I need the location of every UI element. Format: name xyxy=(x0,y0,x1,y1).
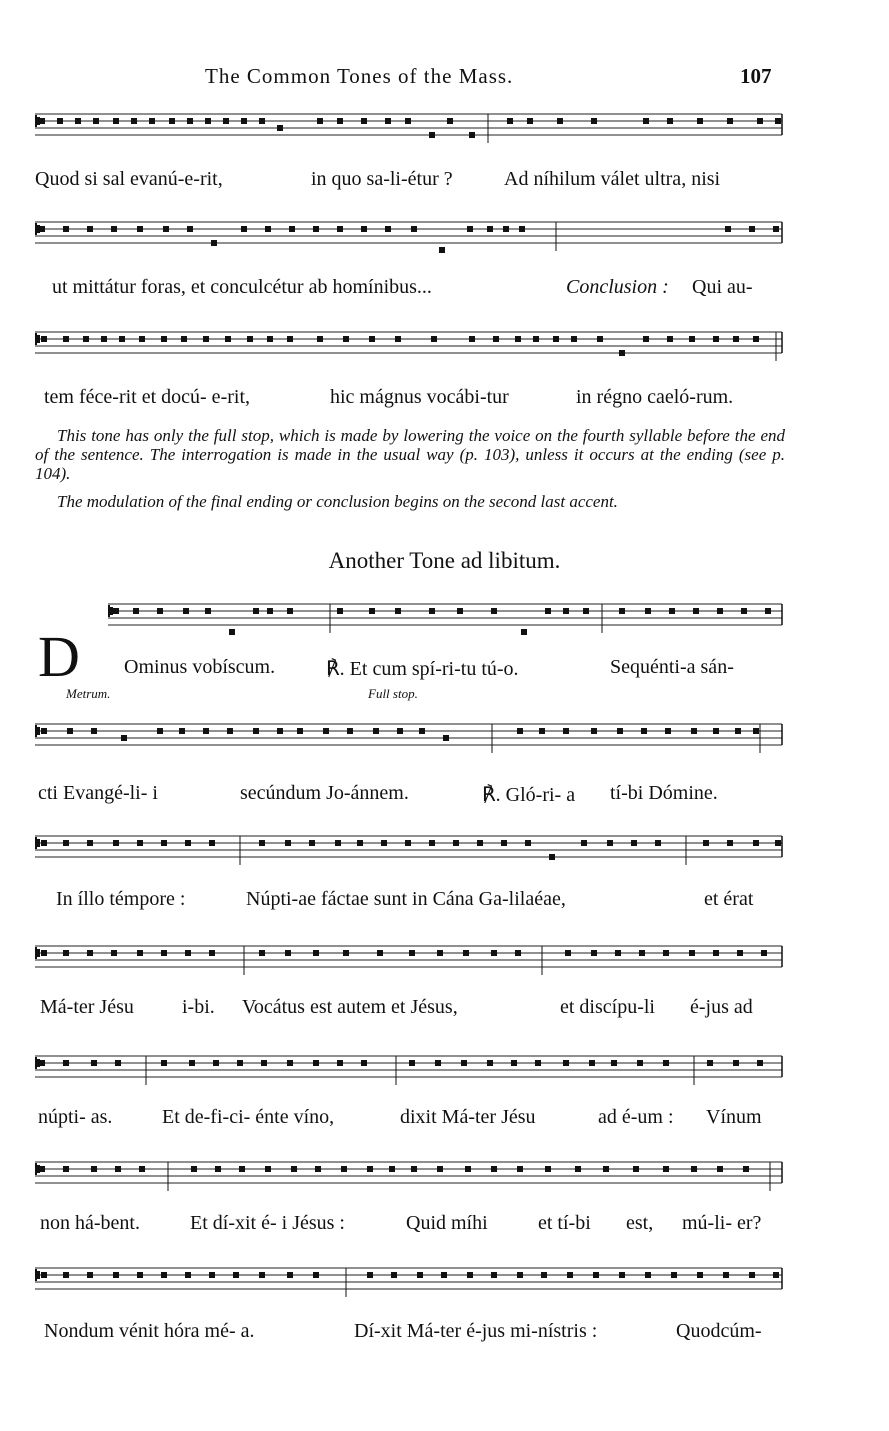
lyric-segment: Quodcúm- xyxy=(676,1320,762,1342)
lyric-segment: Vocátus est autem et Jésus, xyxy=(242,996,458,1018)
metrum-label: Metrum. xyxy=(66,686,111,701)
running-header xyxy=(0,64,889,92)
lyric-segment: ut mittátur foras, et conculcétur ab homínibus... xyxy=(52,276,432,298)
lyric-segment: Vínum xyxy=(706,1106,762,1128)
lyric-segment: Nondum vénit hóra mé- a. xyxy=(44,1320,255,1342)
staff-3 xyxy=(0,328,788,359)
lyric-segment: Qui au- xyxy=(692,276,753,298)
full-stop-label: Full stop. xyxy=(368,686,418,701)
lyric-segment: ℟. Gló-ri- a xyxy=(482,784,576,806)
note-paragraph-1: This tone has only the full stop, which is made by lowering the voice on the fourth syllable before the end of the sentence. The interrogation is made in the usual way (p. 103), unless it occurs at the ending (see p. 104). xyxy=(35,426,785,483)
staff-5 xyxy=(0,720,788,751)
lyric-segment: mú-li- er? xyxy=(682,1212,762,1234)
lyric-segment: Núpti-ae fáctae sunt in Cána Ga-lilaéae, xyxy=(246,888,566,910)
note-paragraph-2: The modulation of the final ending or conclusion begins on the second last accent. xyxy=(57,492,618,511)
lyric-segment: Ad níhilum válet ultra, nisi xyxy=(504,168,721,190)
staff-2 xyxy=(0,218,788,249)
staff-10 xyxy=(0,1264,788,1295)
lyric-segment: é-jus ad xyxy=(690,996,753,1018)
lyric-segment: in régno caeló-rum. xyxy=(576,386,734,408)
drop-cap: D xyxy=(38,624,80,689)
lyric-segment: est, xyxy=(626,1212,654,1234)
lyric-segment: in quo sa-li-étur ? xyxy=(311,168,453,190)
lyric-segment: et érat xyxy=(704,888,754,910)
lyric-segment: secúndum Jo-ánnem. xyxy=(240,782,409,804)
lyric-segment: non há-bent. xyxy=(40,1212,140,1234)
staff-9 xyxy=(0,1158,788,1189)
section-title: Another Tone ad libitum. xyxy=(328,548,561,573)
lyric-segment: tí-bi Dómine. xyxy=(610,782,718,804)
lyric-segment: dixit Má-ter Jésu xyxy=(400,1106,536,1128)
conclusion-label: Conclusion : xyxy=(566,276,669,298)
running-title: The Common Tones of the Mass. xyxy=(205,64,514,88)
lyric-segment: núpti- as. xyxy=(38,1106,113,1128)
lyric-segment: Et dí-xit é- i Jésus : xyxy=(190,1212,345,1234)
lyric-segment: Sequénti-a sán- xyxy=(610,656,734,678)
lyric-segment: et tí-bi xyxy=(538,1212,591,1234)
staff-1 xyxy=(0,110,788,141)
lyric-segment: i-bi. xyxy=(182,996,215,1018)
staff-8 xyxy=(0,1052,788,1083)
page-number: 107 xyxy=(740,64,772,88)
lyric-segment: In íllo témpore : xyxy=(56,888,186,910)
staff-6 xyxy=(0,832,788,863)
lyric-segment: Ominus vobíscum. xyxy=(124,656,276,678)
lyric-segment: et discípu-li xyxy=(560,996,655,1018)
lyric-segment: cti Evangé-li- i xyxy=(38,782,158,804)
lyric-segment: Quid míhi xyxy=(406,1212,488,1234)
staff-4 xyxy=(0,600,788,631)
lyric-segment: Dí-xit Má-ter é-jus mi-nístris : xyxy=(354,1320,598,1342)
lyric-segment: ℟. Et cum spí-ri-tu tú-o. xyxy=(326,658,519,680)
lyric-segment: tem féce-rit et docú- e-rit, xyxy=(44,386,250,408)
lyric-segment: Quod si sal evanú-e-rit, xyxy=(35,168,223,190)
lyric-segment: hic mágnus vocábi-tur xyxy=(330,386,509,408)
staff-7 xyxy=(0,942,788,973)
lyric-segment: ad é-um : xyxy=(598,1106,674,1128)
lyric-segment: Et de-fi-ci- énte víno, xyxy=(162,1106,335,1128)
lyric-segment: Má-ter Jésu xyxy=(40,996,134,1018)
